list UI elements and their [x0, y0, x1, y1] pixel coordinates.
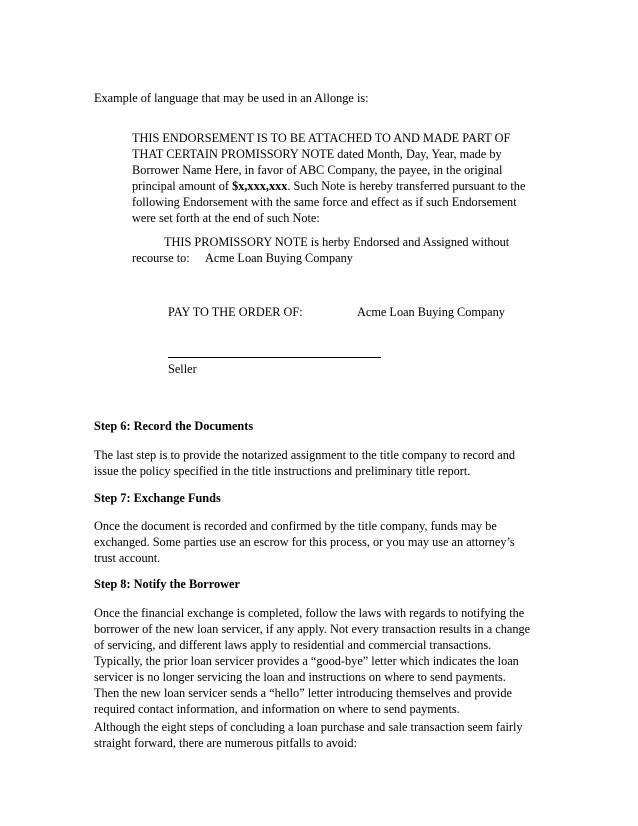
paragraph-line: issue the policy specified in the title instructions and preliminary title report. — [94, 464, 471, 478]
paragraph-line: Although the eight steps of concluding a loan purchase and sale transaction seem fairly — [94, 720, 523, 734]
step-8-heading: Step 8: Notify the Borrower — [94, 577, 240, 591]
pay-order-label: PAY TO THE ORDER OF: — [168, 305, 303, 319]
endorsement-company: Acme Loan Buying Company — [205, 251, 353, 265]
allonge-line-text: . Such Note is hereby transferred pursuant to the — [287, 179, 526, 193]
paragraph-line: Typically, the prior loan servicer provides a “good-bye” letter which indicates the loan — [94, 654, 519, 668]
step-7-heading: Step 7: Exchange Funds — [94, 491, 221, 505]
paragraph-line: servicer is no longer servicing the loan and instructions on where to send payments. — [94, 670, 506, 684]
pay-order-company: Acme Loan Buying Company — [357, 305, 505, 319]
signature-line — [168, 357, 381, 358]
signature-label: Seller — [168, 362, 197, 376]
paragraph-line: Once the financial exchange is completed, follow the laws with regards to notifying the — [94, 606, 525, 620]
principal-amount: $x,xxx,xxx — [232, 179, 288, 193]
paragraph-line: straight forward, there are numerous pitfalls to avoid: — [94, 736, 357, 750]
step-7-body — [94, 518, 515, 566]
allonge-line-text: principal amount of — [132, 179, 233, 193]
endorsement-recourse-label: recourse to: — [132, 251, 190, 265]
allonge-line: were set forth at the end of such Note: — [132, 211, 320, 225]
endorsement-line: THIS PROMISSORY NOTE is herby Endorsed and Assigned without — [164, 235, 510, 249]
allonge-line — [132, 178, 525, 194]
paragraph-line: borrower of the new loan servicer, if any apply. Not every transaction results in a change — [94, 622, 531, 636]
allonge-line: Borrower Name Here, in favor of ABC Company, the payee, in the original — [132, 163, 503, 177]
allonge-line: following Endorsement with the same force and effect as if such Endorsement — [132, 195, 517, 209]
step-8-body — [94, 605, 530, 717]
paragraph-line: The last step is to provide the notarized assignment to the title company to record and — [94, 448, 516, 462]
paragraph-line: exchanged. Some parties use an escrow for this process, or you may use an attorney’s — [94, 535, 515, 549]
paragraph-line: Once the document is recorded and confirmed by the title company, funds may be — [94, 519, 497, 533]
allonge-sample-block — [132, 130, 525, 226]
intro-text: Example of language that may be used in an Allonge is: — [94, 91, 369, 105]
paragraph-line: of servicing, and different laws apply to residential and commercial transactions. — [94, 638, 492, 652]
step-6-heading: Step 6: Record the Documents — [94, 419, 254, 433]
allonge-line: THAT CERTAIN PROMISSORY NOTE dated Month, Day, Year, made by — [132, 147, 502, 161]
paragraph-line: required contact information, and information on where to send payments. — [94, 702, 460, 716]
paragraph-line: Then the new loan servicer sends a “hello” letter introducing themselves and provide — [94, 686, 512, 700]
step-6-body — [94, 447, 515, 479]
paragraph-line: trust account. — [94, 551, 161, 565]
allonge-line: THIS ENDORSEMENT IS TO BE ATTACHED TO AND MADE PART OF — [132, 131, 511, 145]
conclusion-paragraph — [94, 719, 523, 751]
